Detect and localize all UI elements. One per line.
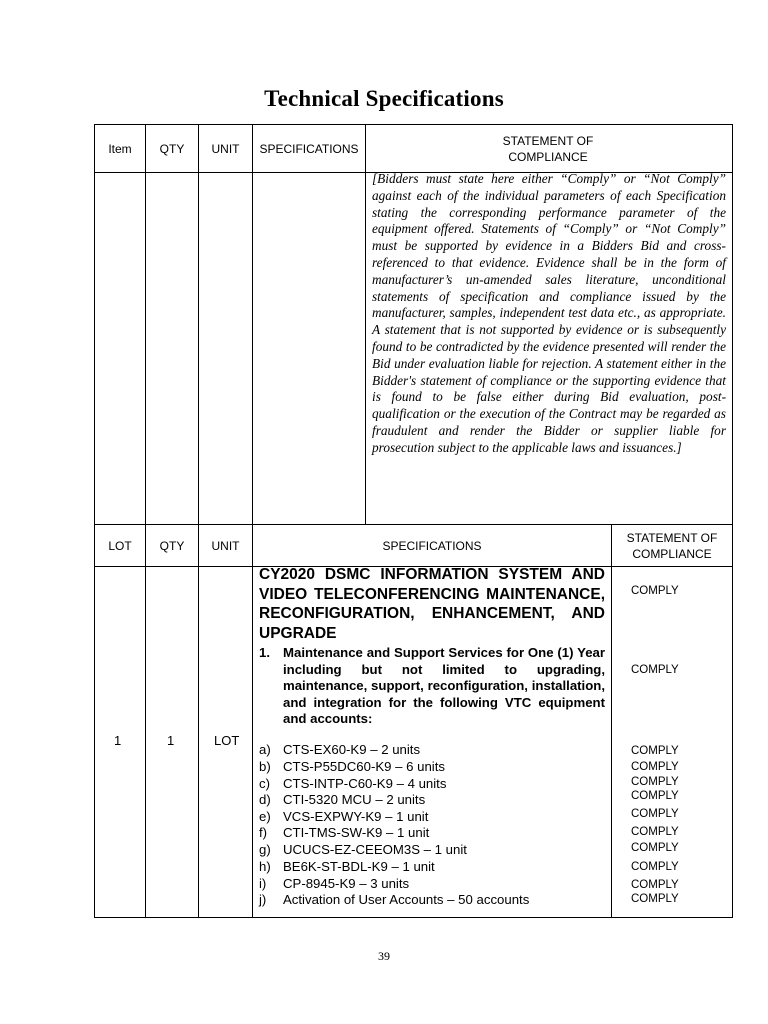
table1-col-divider: [365, 124, 366, 525]
table1-left-border: [94, 124, 95, 525]
table2-header-unit: UNIT: [211, 538, 240, 553]
equipment-item: c) CTS-INTP-C60-K9 – 4 units: [259, 776, 447, 791]
table1-header-unit: UNIT: [211, 141, 240, 156]
lot-number: 1: [114, 733, 122, 748]
table1-col-divider: [198, 124, 199, 525]
spec-subitem-text: Maintenance and Support Services for One (1) Year including but not limited to upgrading, maintenance, support, reconfiguration, installation, and integration for the following VTC equipment and accounts:: [283, 645, 605, 727]
compliance-status: COMPLY: [631, 861, 679, 873]
equipment-item: b) CTS-P55DC60-K9 – 6 units: [259, 759, 445, 774]
table1-right-border: [732, 124, 733, 525]
equipment-item: i) CP-8945-K9 – 3 units: [259, 876, 410, 891]
table2-bottom-border: [94, 917, 733, 918]
table1-col-divider: [145, 124, 146, 525]
equipment-item: j) Activation of User Accounts – 50 accounts: [259, 892, 530, 907]
compliance-status: COMPLY: [631, 761, 679, 773]
spec-subitem-number: 1.: [259, 645, 270, 660]
table1-header-specifications: SPECIFICATIONS: [259, 141, 359, 156]
equipment-item: f) CTI-TMS-SW-K9 – 1 unit: [259, 825, 430, 840]
equipment-item: h) BE6K-ST-BDL-K9 – 1 unit: [259, 859, 435, 874]
table2-header-specifications: SPECIFICATIONS: [382, 538, 482, 553]
compliance-status: COMPLY: [631, 745, 679, 757]
table2-header-lot: LOT: [108, 538, 132, 553]
table2-right-border: [732, 524, 733, 918]
equipment-item: d) CTI-5320 MCU – 2 units: [259, 792, 426, 807]
compliance-status: COMPLY: [631, 664, 679, 676]
compliance-status: COMPLY: [631, 893, 679, 905]
table2-col-divider: [611, 524, 612, 918]
compliance-status: COMPLY: [631, 842, 679, 854]
equipment-item: g) UCUCS-EZ-CEEOM3S – 1 unit: [259, 842, 467, 857]
table1-header-item: Item: [108, 141, 132, 156]
table1-col-divider: [252, 124, 253, 525]
lot-unit: LOT: [214, 733, 240, 748]
spec-subitem: [259, 645, 605, 728]
lot-qty: 1: [167, 733, 175, 748]
spec-heading: CY2020 DSMC INFORMATION SYSTEM AND VIDEO TELECONFERENCING MAINTENANCE, RECONFIGURATION, ENHANCEMENT, AND UPGRADE: [259, 566, 605, 642]
compliance-status: COMPLY: [631, 585, 679, 597]
table2-header-qty: QTY: [159, 538, 185, 553]
equipment-item: a) CTS-EX60-K9 – 2 units: [259, 742, 421, 757]
compliance-status: COMPLY: [631, 826, 679, 838]
compliance-status: COMPLY: [631, 808, 679, 820]
compliance-status: COMPLY: [631, 776, 679, 788]
table2-left-border: [94, 524, 95, 918]
table1-header-qty: QTY: [159, 141, 185, 156]
table1-header-compliance: STATEMENT OF COMPLIANCE: [502, 133, 594, 164]
compliance-status: COMPLY: [631, 879, 679, 891]
table2-header-compliance: STATEMENT OF COMPLIANCE: [626, 530, 718, 561]
bidder-instructions: [Bidders must state here either “Comply” or “Not Comply” against each of the individual parameters of each Specification stating the corresponding performance parameter of the equipment offered. Statements of “Comply” or “Not Comply” must be supported by evidence in a Bidders Bid and cross-referenced to that evidence. Evidence shall be in the form of manufacturer’s un-amended sales literature, unconditional statements of specification and compliance issued by the manufacturer, samples, independent test data etc., as appropriate. A statement that is not supported by evidence or is subsequently found to be contradicted by the evidence presented will render the Bid under evaluation liable for rejection. A statement either in the Bidder's statement of compliance or the supporting evidence that is found to be false either during Bid evaluation, post-qualification or the execution of the Contract may be regarded as fraudulent and render the Bidder or supplier liable for prosecution subject to the applicable laws and issuances.]: [372, 171, 726, 455]
equipment-item: e) VCS-EXPWY-K9 – 1 unit: [259, 809, 429, 824]
page-title: Technical Specifications: [264, 86, 504, 111]
table2-col-divider: [145, 524, 146, 918]
table2-col-divider: [252, 524, 253, 918]
page-number: 39: [378, 949, 390, 963]
table2-col-divider: [198, 524, 199, 918]
compliance-status: COMPLY: [631, 790, 679, 802]
